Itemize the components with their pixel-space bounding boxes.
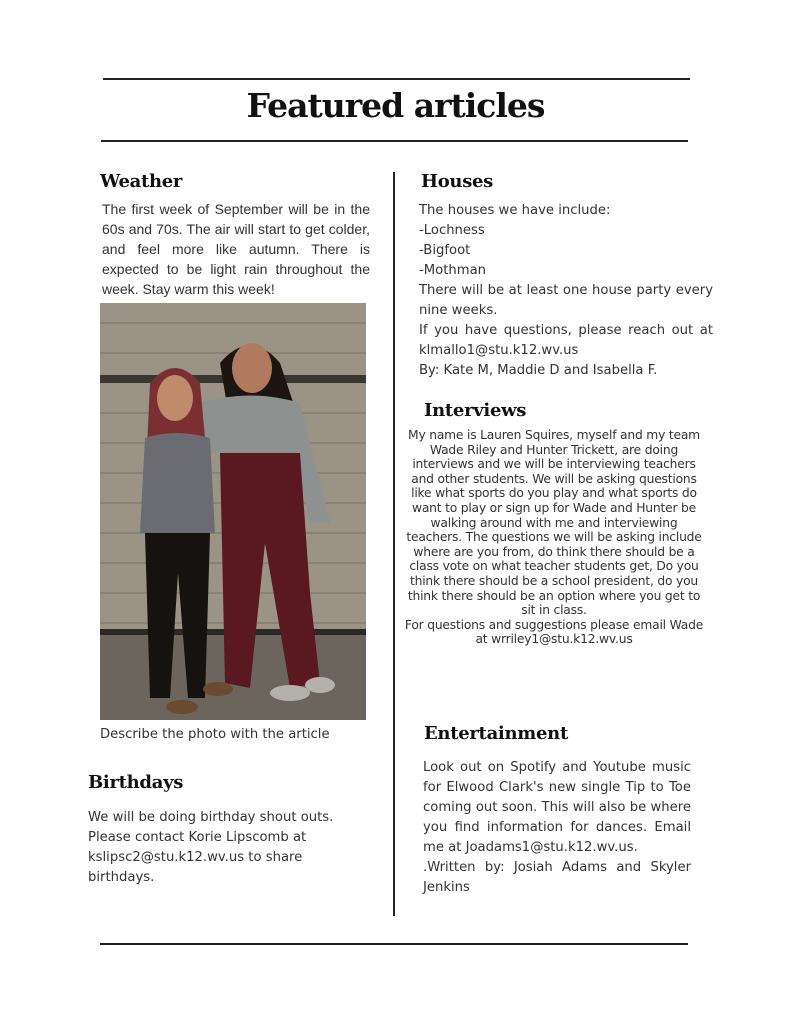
birthdays-line: kslipsc2@stu.k12.wv.us to share <box>88 850 303 865</box>
houses-heading: Houses <box>421 171 494 192</box>
interviews-text: My name is Lauren Squires, myself and my team Wade Riley and Hunter Trickett, are doing interviews and we will be interviewing teachers and other students. We will be asking questions like what sports do you play and what sports do want to play or sign up for Wade and Hunter be walking around with me and interviewing teachers. The questions we will be asking include where are you from, do think there should be a class vote on what teacher students get, Do you think there should be a school president, do you think there should be an option where you get to sit in class. <box>406 428 702 618</box>
photo-caption: Describe the photo with the article <box>100 727 330 742</box>
title-divider <box>101 140 688 142</box>
article-photo <box>100 303 366 720</box>
houses-item: -Lochness <box>419 223 485 238</box>
entertainment-body <box>423 758 691 898</box>
column-divider <box>393 172 395 916</box>
weather-body: The first week of September will be in the 60s and 70s. The air will start to get colder, and feel more like autumn. There is expected to be light rain throughout the week. Stay warm this week! <box>102 201 370 297</box>
entertainment-heading: Entertainment <box>424 723 568 744</box>
birthdays-line: Please contact Korie Lipscomb at <box>88 830 307 845</box>
birthdays-heading: Birthdays <box>88 772 184 793</box>
entertainment-byline: .Written by: Josiah Adams and Skyler Jenkins <box>423 860 691 895</box>
houses-party: There will be at least one house party every nine weeks. <box>419 283 713 318</box>
birthdays-body <box>88 808 368 888</box>
top-divider <box>103 78 690 80</box>
houses-byline: By: Kate M, Maddie D and Isabella F. <box>419 363 658 378</box>
interviews-contact: For questions and suggestions please email Wade at wrriley1@stu.k12.wv.us <box>404 617 704 647</box>
houses-item: -Bigfoot <box>419 243 471 258</box>
houses-item: -Mothman <box>419 263 487 278</box>
houses-contact: If you have questions, please reach out at klmallo1@stu.k12.wv.us <box>419 323 713 358</box>
page-title: Featured articles <box>246 86 545 125</box>
weather-column <box>100 199 370 745</box>
weather-heading: Weather <box>100 171 183 192</box>
birthdays-line: birthdays. <box>88 870 155 885</box>
entertainment-text: Look out on Spotify and Youtube music for Elwood Clark's new single Tip to Toe coming out soon. This will also be where you find information for dances. Email me at Joadams1@stu.k12.wv.us. <box>423 760 691 855</box>
houses-line: The houses we have include: <box>419 203 611 218</box>
interviews-body <box>402 428 706 647</box>
bottom-divider <box>100 943 688 945</box>
interviews-heading: Interviews <box>424 400 527 421</box>
birthdays-line: We will be doing birthday shout outs. <box>88 810 334 825</box>
houses-body <box>419 201 713 381</box>
